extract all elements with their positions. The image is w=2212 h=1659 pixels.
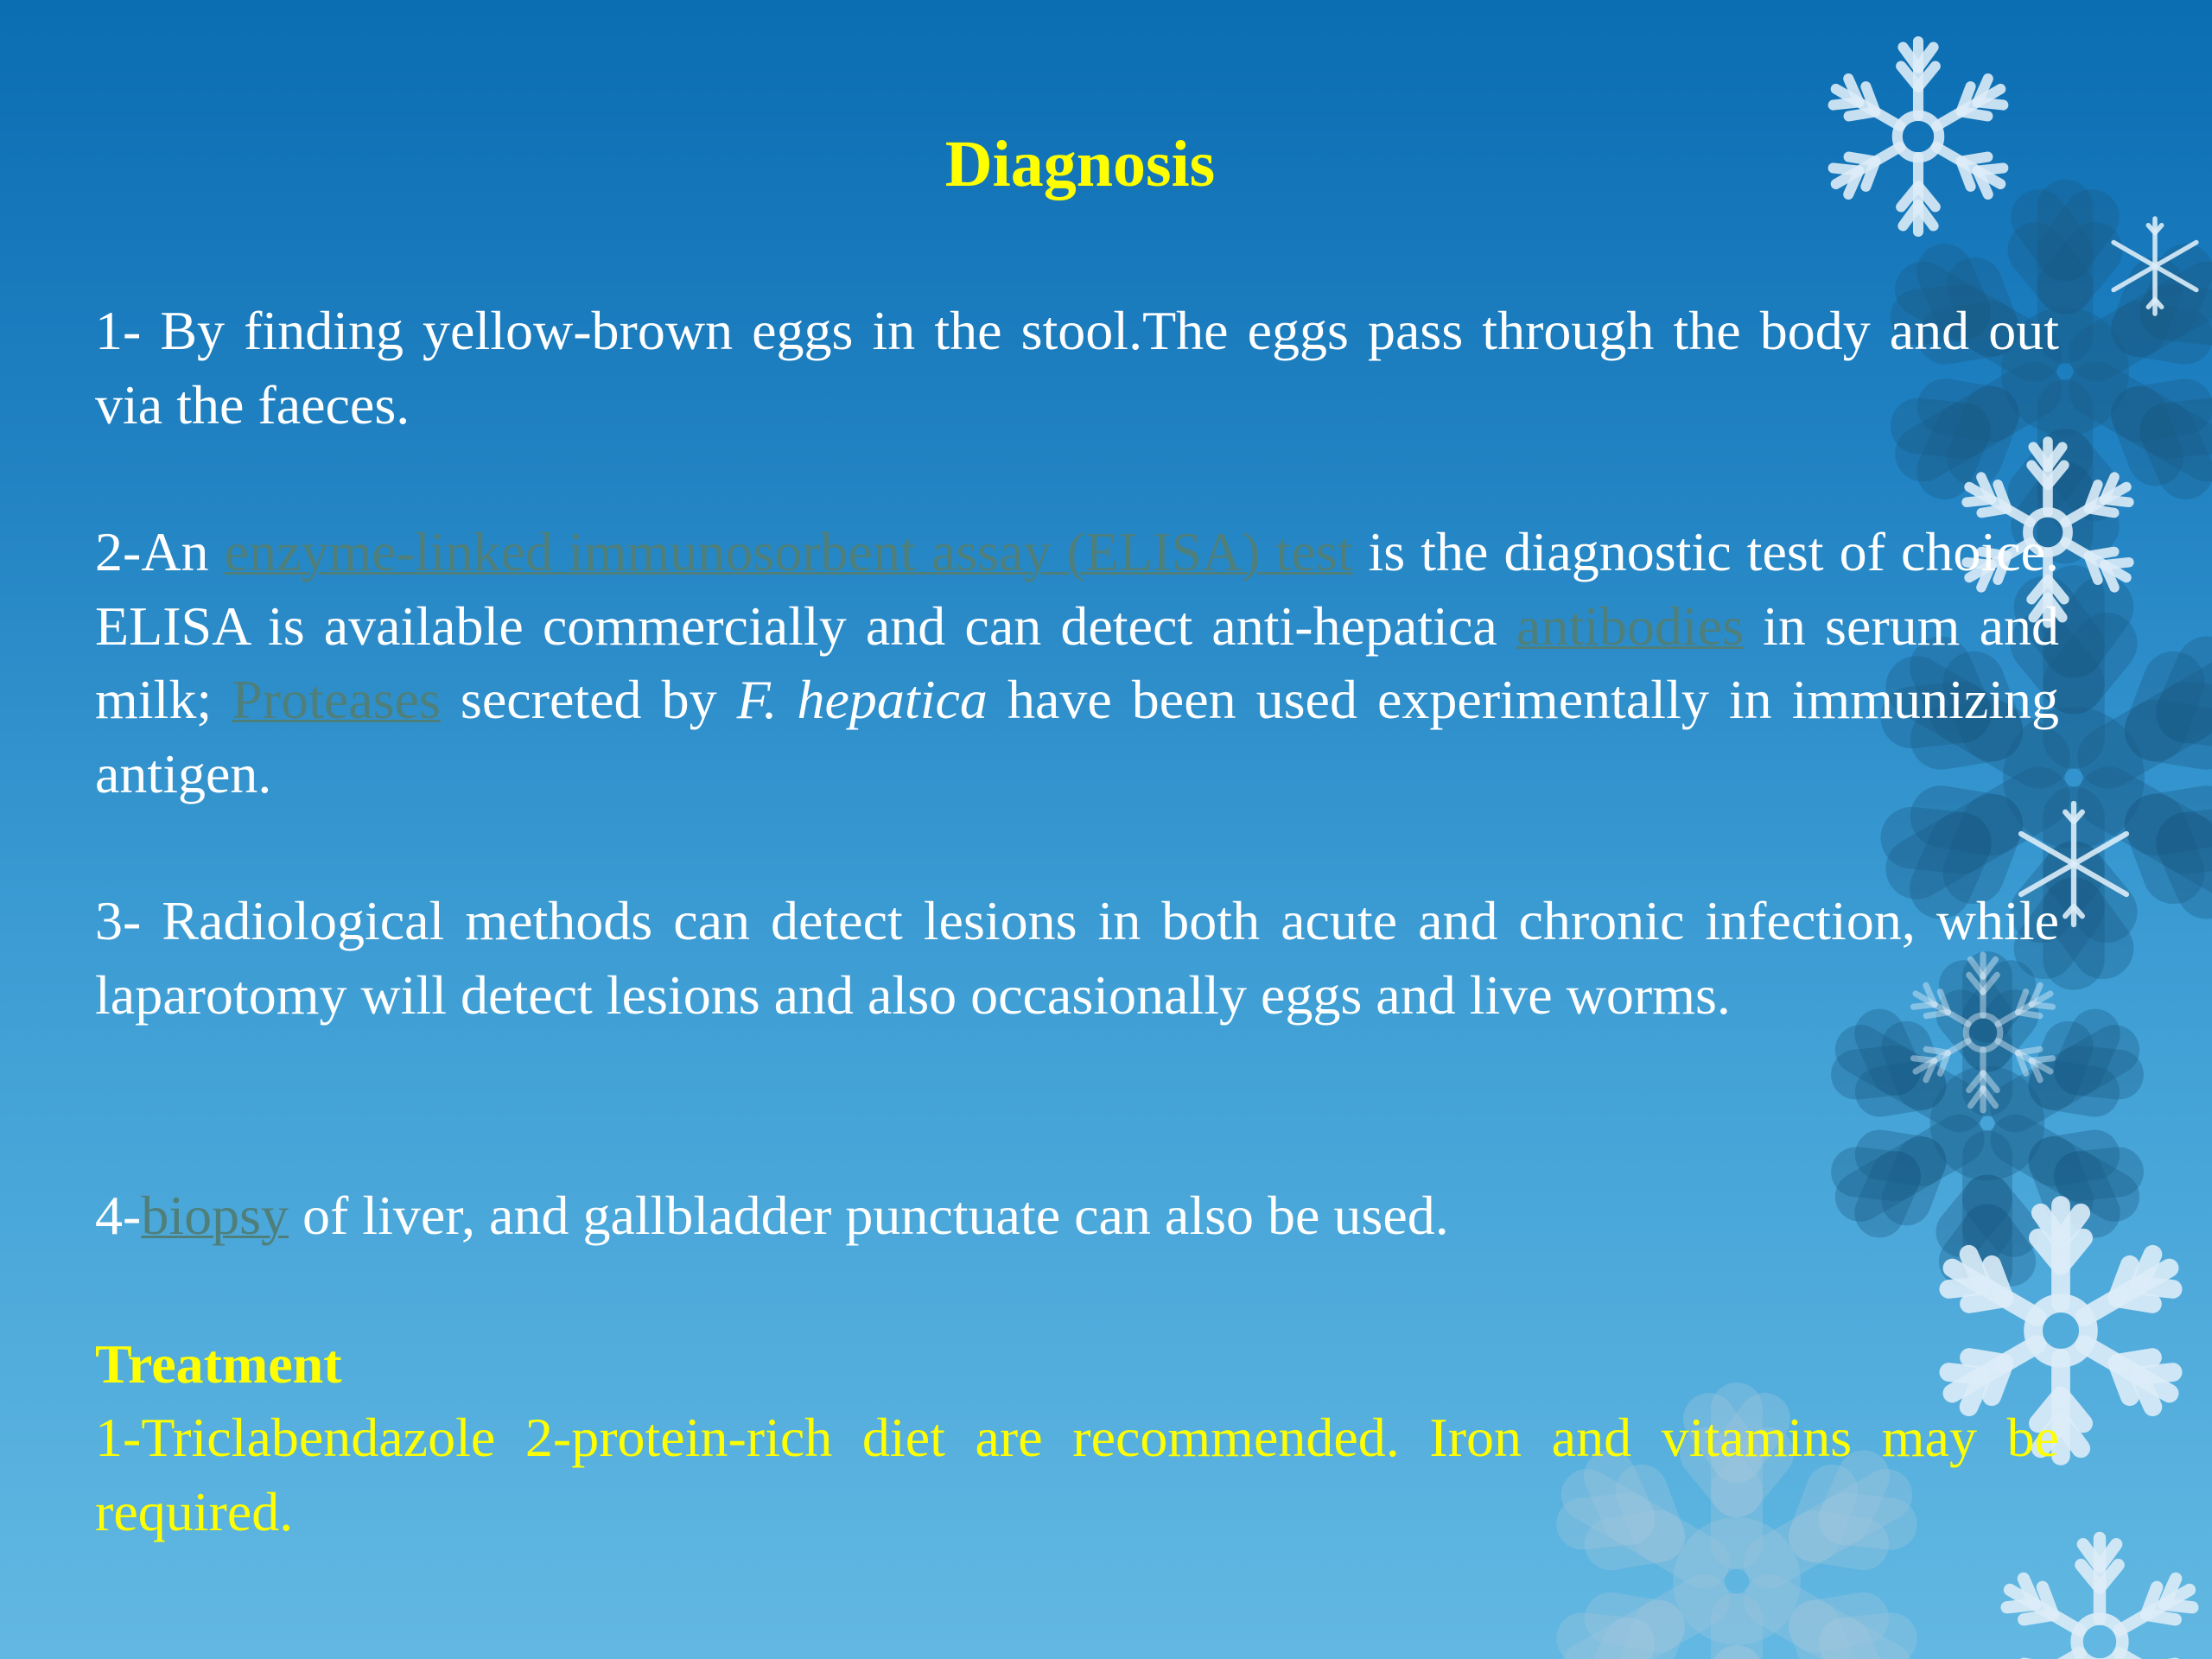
point-2-text: is the diagnostic test of choice. ELISA is available commercially and can detect anti-hepatica [95,521,2060,657]
point-2-prefix: 2-An [95,521,225,582]
point-2-suffix: have been used experimentally in immunizing antigen. [95,669,2060,804]
biopsy-link[interactable]: biopsy [141,1185,289,1246]
treatment-heading: Treatment [95,1333,342,1395]
diagnosis-point-3: 3- Radiological methods can detect lesions in both acute and chronic infection, while laparotomy will detect lesions and also occasionally eggs and live worms. [95,890,2059,1026]
species-name: F. hepatica [736,669,988,730]
antibodies-link[interactable]: antibodies [1516,594,1744,657]
point-2-text-2: in serum and milk; [95,594,2060,730]
diagnosis-point-1: 1- By finding yellow-brown eggs in the stool.The eggs pass through the body and out via the faeces. [95,300,2059,435]
point-4-suffix: of liver, and gallbladder punctuate can also be used. [289,1185,1449,1246]
diagnosis-point-2 [95,515,2059,810]
point-2-text-3: secreted by [440,669,737,730]
proteases-link[interactable]: Proteases [232,669,441,730]
slide-title: Diagnosis [944,128,1216,200]
elisa-test-link[interactable]: enzyme-linked immunosorbent assay (ELISA) test [224,521,1353,582]
treatment-text: 1-Triclabendazole 2-protein-rich diet are recommended. Iron and vitamins may be required. [95,1407,2059,1542]
point-4-prefix: 4- [95,1185,142,1246]
diagnosis-point-4 [95,1179,2059,1253]
